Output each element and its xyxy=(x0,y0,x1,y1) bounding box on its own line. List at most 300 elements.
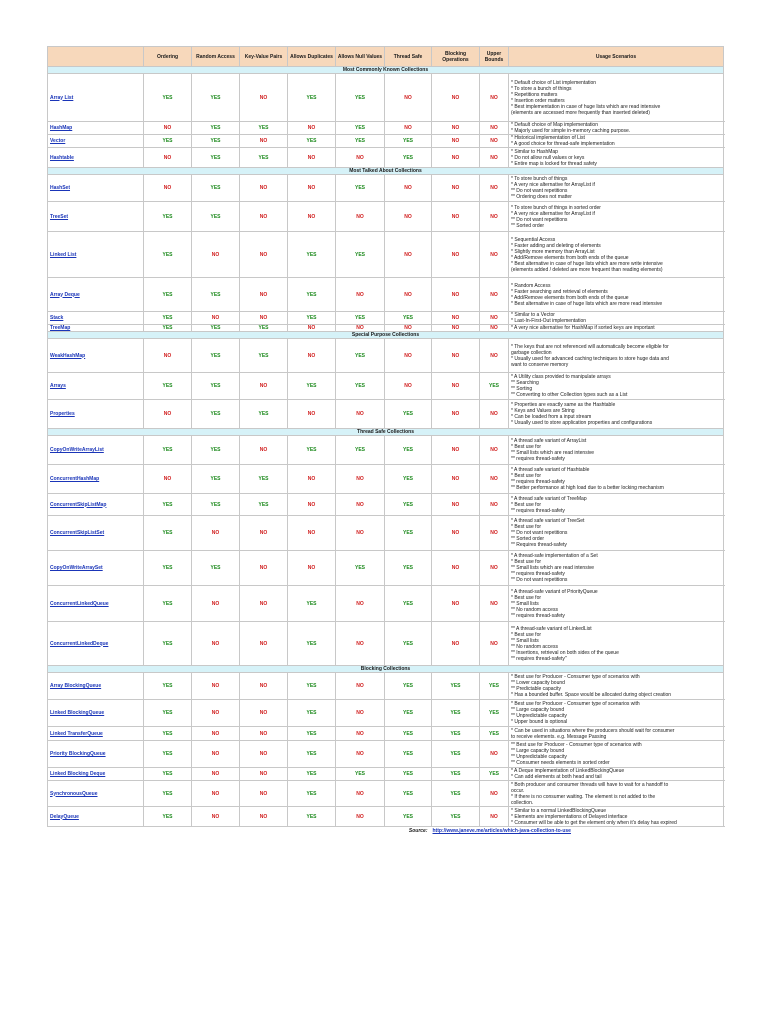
flag-cell: YES xyxy=(288,727,336,741)
flag-cell: NO xyxy=(192,622,240,666)
flag-cell: NO xyxy=(240,741,288,768)
flag-cell: NO xyxy=(432,232,480,278)
collection-name-link[interactable]: SynchronousQueue xyxy=(48,781,144,807)
flag-cell: NO xyxy=(480,175,509,202)
table-row xyxy=(48,436,724,465)
flag-cell: NO xyxy=(432,122,480,135)
flag-cell: NO xyxy=(288,148,336,168)
flag-cell: YES xyxy=(336,768,385,781)
table-row xyxy=(48,175,724,202)
table-row xyxy=(48,232,724,278)
flag-cell: YES xyxy=(144,781,192,807)
flag-cell: NO xyxy=(240,622,288,666)
flag-cell: NO xyxy=(240,727,288,741)
flag-cell: YES xyxy=(288,768,336,781)
flag-cell: NO xyxy=(432,148,480,168)
collection-name-link[interactable]: ConcurrentLinkedQueue xyxy=(48,586,144,622)
flag-cell: YES xyxy=(288,312,336,325)
header-upper-bounds: Upper Bounds xyxy=(480,47,509,67)
collection-name-link[interactable]: Arrays xyxy=(48,373,144,400)
flag-cell: NO xyxy=(336,516,385,551)
flag-cell: NO xyxy=(192,232,240,278)
usage-scenarios-cell: * The keys that are not referenced will automatically become eligible for garbage collection * Usually used for advanced caching techniques to store huge data and want to conserve memory xyxy=(509,339,724,373)
flag-cell: YES xyxy=(240,148,288,168)
flag-cell: YES xyxy=(288,373,336,400)
flag-cell: YES xyxy=(240,494,288,516)
source-label: Source: xyxy=(408,828,428,834)
flag-cell: NO xyxy=(480,122,509,135)
header-allows-duplicates: Allows Duplicates xyxy=(288,47,336,67)
flag-cell: YES xyxy=(240,122,288,135)
collection-name-link[interactable]: HashMap xyxy=(48,122,144,135)
flag-cell: NO xyxy=(192,807,240,827)
collection-name-link[interactable]: ConcurrentSkipListSet xyxy=(48,516,144,551)
table-row xyxy=(48,700,724,727)
flag-cell: NO xyxy=(432,74,480,122)
flag-cell: YES xyxy=(336,122,385,135)
flag-cell: NO xyxy=(240,673,288,700)
flag-cell: YES xyxy=(432,781,480,807)
flag-cell: NO xyxy=(480,465,509,494)
flag-cell: NO xyxy=(480,325,509,332)
flag-cell: YES xyxy=(288,673,336,700)
flag-cell: YES xyxy=(192,148,240,168)
collection-name-link[interactable]: Priority BlockingQueue xyxy=(48,741,144,768)
flag-cell: YES xyxy=(144,741,192,768)
flag-cell: NO xyxy=(385,74,432,122)
flag-cell: NO xyxy=(240,516,288,551)
table-row xyxy=(48,148,724,168)
flag-cell: YES xyxy=(144,135,192,148)
usage-scenarios-cell: ** Best use for Producer - Consumer type of scenarios with ** Large capacity bound ** Unpredictable capacity ** Consumer needs elements in sorted order xyxy=(509,741,724,768)
flag-cell: YES xyxy=(240,465,288,494)
flag-cell: NO xyxy=(480,807,509,827)
flag-cell: NO xyxy=(385,278,432,312)
flag-cell: YES xyxy=(480,673,509,700)
collection-name-link[interactable]: WeakHashMap xyxy=(48,339,144,373)
flag-cell: YES xyxy=(480,768,509,781)
table-row xyxy=(48,400,724,429)
flag-cell: NO xyxy=(480,494,509,516)
flag-cell: NO xyxy=(288,339,336,373)
flag-cell: YES xyxy=(336,339,385,373)
usage-scenarios-cell: * A thread-safe variant of PriorityQueue * Best use for ** Small lists ** No random access ** requires thread-safety xyxy=(509,586,724,622)
flag-cell: NO xyxy=(336,278,385,312)
table-row xyxy=(48,373,724,400)
flag-cell: NO xyxy=(144,400,192,429)
flag-cell: YES xyxy=(192,202,240,232)
flag-cell: NO xyxy=(288,516,336,551)
collection-name-link[interactable]: Linked BlockingQueue xyxy=(48,700,144,727)
flag-cell: YES xyxy=(144,516,192,551)
collection-name-link[interactable]: CopyOnWriteArrayList xyxy=(48,436,144,465)
usage-scenarios-cell: * Best use for Producer - Consumer type of scenarios with ** Lower capacity bound ** Predictable capacity * Has a bounded buffer. Space would be allocated during object creation xyxy=(509,673,724,700)
flag-cell: YES xyxy=(192,436,240,465)
flag-cell: NO xyxy=(385,339,432,373)
collection-name-link[interactable]: Vector xyxy=(48,135,144,148)
flag-cell: YES xyxy=(336,436,385,465)
flag-cell: NO xyxy=(240,135,288,148)
collection-name-link[interactable]: TreeSet xyxy=(48,202,144,232)
flag-cell: NO xyxy=(240,700,288,727)
flag-cell: NO xyxy=(385,325,432,332)
flag-cell: NO xyxy=(336,727,385,741)
table-row xyxy=(48,312,724,325)
flag-cell: NO xyxy=(336,465,385,494)
flag-cell: NO xyxy=(240,278,288,312)
flag-cell: YES xyxy=(385,727,432,741)
collection-name-link[interactable]: ConcurrentSkipListMap xyxy=(48,494,144,516)
flag-cell: NO xyxy=(432,373,480,400)
flag-cell: NO xyxy=(288,122,336,135)
flag-cell: YES xyxy=(144,436,192,465)
flag-cell: NO xyxy=(240,74,288,122)
usage-scenarios-cell: * A Deque implementation of LinkedBlockingQueue * Can add elements at both head and tail xyxy=(509,768,724,781)
section-title: Blocking Collections xyxy=(48,666,724,673)
flag-cell: YES xyxy=(480,373,509,400)
flag-cell: YES xyxy=(385,741,432,768)
header-random-access: Random Access xyxy=(192,47,240,67)
usage-scenarios-cell: * A very nice alternative for HashMap if sorted keys are important xyxy=(509,325,724,332)
flag-cell: NO xyxy=(480,339,509,373)
flag-cell: NO xyxy=(288,325,336,332)
collection-name-link[interactable]: Array List xyxy=(48,74,144,122)
flag-cell: NO xyxy=(144,148,192,168)
collections-sheet xyxy=(47,46,723,835)
header-allows-null: Allows Null Values xyxy=(336,47,385,67)
collection-name-link[interactable]: HashSet xyxy=(48,175,144,202)
flag-cell: NO xyxy=(240,436,288,465)
table-row xyxy=(48,781,724,807)
flag-cell: NO xyxy=(480,516,509,551)
flag-cell: YES xyxy=(144,312,192,325)
table-row xyxy=(48,586,724,622)
flag-cell: YES xyxy=(144,232,192,278)
flag-cell: NO xyxy=(432,175,480,202)
flag-cell: NO xyxy=(192,516,240,551)
flag-cell: YES xyxy=(385,436,432,465)
flag-cell: YES xyxy=(432,807,480,827)
table-row xyxy=(48,202,724,232)
flag-cell: YES xyxy=(192,122,240,135)
section-header-row xyxy=(48,332,724,339)
flag-cell: YES xyxy=(192,175,240,202)
flag-cell: NO xyxy=(240,232,288,278)
usage-scenarios-cell: * Similar to a Vector * Last-In-First-Out implementation xyxy=(509,312,724,325)
flag-cell: NO xyxy=(432,465,480,494)
collection-name-link[interactable]: ConcurrentLinkedDeque xyxy=(48,622,144,666)
flag-cell: YES xyxy=(288,135,336,148)
flag-cell: YES xyxy=(385,135,432,148)
collection-name-link[interactable]: TreeMap xyxy=(48,325,144,332)
flag-cell: NO xyxy=(480,781,509,807)
flag-cell: YES xyxy=(192,325,240,332)
flag-cell: YES xyxy=(192,373,240,400)
flag-cell: YES xyxy=(385,622,432,666)
usage-scenarios-cell: * A thread safe variant of TreeMap * Best use for ** requires thread-safety xyxy=(509,494,724,516)
flag-cell: NO xyxy=(240,768,288,781)
flag-cell: NO xyxy=(480,74,509,122)
table-row xyxy=(48,278,724,312)
flag-cell: YES xyxy=(144,768,192,781)
usage-scenarios-cell: * Both producer and consumer threads will have to wait for a handoff to occur. * If there is no consumer waiting. The element is not added to the collection. xyxy=(509,781,724,807)
flag-cell: YES xyxy=(385,673,432,700)
flag-cell: YES xyxy=(336,74,385,122)
collection-name-link[interactable]: CopyOnWriteArraySet xyxy=(48,551,144,586)
collection-name-link[interactable]: Stack xyxy=(48,312,144,325)
flag-cell: NO xyxy=(240,175,288,202)
usage-scenarios-cell: * Sequential Access * Faster adding and deleting of elements * Slightly more memory than ArrayList * Add/Remove elements from both ends of the queue * Best alternative in case of huge lists which are more write intensive (elements added / deleted are more frequent than reading elements) xyxy=(509,232,724,278)
flag-cell: NO xyxy=(288,202,336,232)
flag-cell: NO xyxy=(288,494,336,516)
flag-cell: NO xyxy=(240,312,288,325)
flag-cell: YES xyxy=(144,551,192,586)
collection-name-link[interactable]: Array Deque xyxy=(48,278,144,312)
flag-cell: YES xyxy=(144,325,192,332)
flag-cell: NO xyxy=(385,202,432,232)
flag-cell: NO xyxy=(480,278,509,312)
table-row xyxy=(48,807,724,827)
section-header-row xyxy=(48,429,724,436)
flag-cell: YES xyxy=(192,400,240,429)
usage-scenarios-cell: * Best use for Producer - Consumer type of scenarios with ** Large capacity bound ** Unpredictable capacity * Upper bound is optional xyxy=(509,700,724,727)
usage-scenarios-cell: * Similar to a normal LinkedBlockingQueue * Elements are implementations of Delayed interface * Consumer will be able to get the element only when it's delay has expired xyxy=(509,807,724,827)
table-row xyxy=(48,768,724,781)
header-thread-safe: Thread Safe xyxy=(385,47,432,67)
flag-cell: NO xyxy=(385,232,432,278)
flag-cell: YES xyxy=(385,781,432,807)
flag-cell: NO xyxy=(480,741,509,768)
flag-cell: YES xyxy=(385,807,432,827)
flag-cell: YES xyxy=(240,339,288,373)
flag-cell: YES xyxy=(288,278,336,312)
usage-scenarios-cell: * Properties are exactly same as the Hashtable * Keys and Values are String * Can be loaded from a input stream * Usually used to store application properties and configurations xyxy=(509,400,724,429)
flag-cell: YES xyxy=(144,494,192,516)
usage-scenarios-cell: * Can be used in situations where the producers should wait for consumer to receive elements. e.g. Message Passing xyxy=(509,727,724,741)
flag-cell: NO xyxy=(336,622,385,666)
flag-cell: YES xyxy=(192,494,240,516)
table-row xyxy=(48,741,724,768)
flag-cell: NO xyxy=(480,135,509,148)
flag-cell: NO xyxy=(432,339,480,373)
flag-cell: NO xyxy=(240,781,288,807)
header-ordering: Ordering xyxy=(144,47,192,67)
flag-cell: YES xyxy=(480,727,509,741)
table-row xyxy=(48,465,724,494)
header-usage-scenarios: Usage Scenarios xyxy=(509,47,724,67)
flag-cell: NO xyxy=(240,202,288,232)
flag-cell: NO xyxy=(336,494,385,516)
usage-scenarios-cell: * Random Access * Faster searching and retrieval of elements * Add/Remove elements from both ends of the queue * Best alternative in case of huge lists which are more read intensive xyxy=(509,278,724,312)
usage-scenarios-cell: * To store bunch of things in sorted order * A very nice alternative for ArrayList if ** Do not want repetitions ** Sorted order xyxy=(509,202,724,232)
flag-cell: NO xyxy=(240,551,288,586)
table-row xyxy=(48,339,724,373)
flag-cell: NO xyxy=(336,586,385,622)
flag-cell: NO xyxy=(432,436,480,465)
header-row xyxy=(48,47,724,67)
flag-cell: NO xyxy=(385,175,432,202)
collections-table xyxy=(47,46,724,835)
flag-cell: NO xyxy=(432,325,480,332)
flag-cell: YES xyxy=(336,373,385,400)
table-row xyxy=(48,516,724,551)
section-title: Thread Safe Collections xyxy=(48,429,724,436)
flag-cell: YES xyxy=(336,135,385,148)
flag-cell: NO xyxy=(480,551,509,586)
flag-cell: NO xyxy=(480,436,509,465)
usage-scenarios-cell: * Default choice of List implementation * To store a bunch of things * Repetitions matters * Insertion order matters * Best implementation in case of huge lists which are read intensive (elements are accessed more frequently than inserted deleted) xyxy=(509,74,724,122)
flag-cell: YES xyxy=(385,551,432,586)
flag-cell: YES xyxy=(336,312,385,325)
flag-cell: YES xyxy=(144,622,192,666)
flag-cell: NO xyxy=(336,700,385,727)
flag-cell: YES xyxy=(288,807,336,827)
flag-cell: YES xyxy=(385,516,432,551)
flag-cell: YES xyxy=(288,74,336,122)
flag-cell: NO xyxy=(480,202,509,232)
flag-cell: YES xyxy=(480,700,509,727)
usage-scenarios-cell: * A thread-safe implementation of a Set * Best use for ** Small lists which are read intensive ** requires thread-safety ** Do not want repetitions xyxy=(509,551,724,586)
usage-scenarios-cell: * A thread safe variant of Hashtable * Best use for ** requires thread-safety ** Better performance at high load due to a better locking mechanism xyxy=(509,465,724,494)
flag-cell: NO xyxy=(432,494,480,516)
usage-scenarios-cell: * A thread safe variant of TreeSet * Best use for ** Do not want repetitions ** Sorted order ** Requires thread-safety xyxy=(509,516,724,551)
usage-scenarios-cell: * Default choice of Map implementation * Majorly used for simple in-memory caching purpose. xyxy=(509,122,724,135)
flag-cell: NO xyxy=(288,465,336,494)
usage-scenarios-cell: * A Utility class provided to manipulate arrays ** Searching ** Sorting ** Converting to other Collection types such as a List xyxy=(509,373,724,400)
flag-cell: YES xyxy=(192,551,240,586)
flag-cell: YES xyxy=(336,551,385,586)
usage-scenarios-cell: * To store bunch of things * A very nice alternative for ArrayList if ** Do not want repetitions ** Ordering does not matter xyxy=(509,175,724,202)
flag-cell: NO xyxy=(336,807,385,827)
flag-cell: YES xyxy=(192,278,240,312)
collection-name-link[interactable]: ConcurrentHashMap xyxy=(48,465,144,494)
flag-cell: NO xyxy=(192,700,240,727)
collection-name-link[interactable]: Properties xyxy=(48,400,144,429)
section-title: Most Commonly Known Collections xyxy=(48,67,724,74)
flag-cell: NO xyxy=(480,622,509,666)
corner-cell xyxy=(48,47,144,67)
flag-cell: YES xyxy=(336,232,385,278)
flag-cell: NO xyxy=(288,175,336,202)
header-blocking-operations: Blocking Operations xyxy=(432,47,480,67)
table-row xyxy=(48,622,724,666)
table-row xyxy=(48,325,724,332)
collection-name-link[interactable]: DelayQueue xyxy=(48,807,144,827)
source-row xyxy=(48,827,724,836)
flag-cell: NO xyxy=(144,175,192,202)
flag-cell: YES xyxy=(385,465,432,494)
flag-cell: YES xyxy=(192,74,240,122)
flag-cell: NO xyxy=(480,312,509,325)
flag-cell: YES xyxy=(385,586,432,622)
flag-cell: NO xyxy=(192,768,240,781)
flag-cell: NO xyxy=(432,400,480,429)
table-row xyxy=(48,551,724,586)
flag-cell: YES xyxy=(144,727,192,741)
flag-cell: YES xyxy=(288,700,336,727)
flag-cell: NO xyxy=(432,312,480,325)
flag-cell: YES xyxy=(432,700,480,727)
flag-cell: NO xyxy=(336,781,385,807)
flag-cell: NO xyxy=(288,400,336,429)
flag-cell: NO xyxy=(144,339,192,373)
flag-cell: NO xyxy=(480,148,509,168)
flag-cell: YES xyxy=(432,741,480,768)
flag-cell: NO xyxy=(432,202,480,232)
flag-cell: NO xyxy=(432,551,480,586)
flag-cell: NO xyxy=(192,586,240,622)
section-header-row xyxy=(48,67,724,74)
flag-cell: YES xyxy=(288,436,336,465)
usage-scenarios-cell: * Historical implementation of List * A good choice for thread-safe implementation xyxy=(509,135,724,148)
table-body xyxy=(48,67,724,836)
flag-cell: YES xyxy=(385,148,432,168)
header-key-value-pairs: Key-Value Pairs xyxy=(240,47,288,67)
flag-cell: YES xyxy=(432,673,480,700)
flag-cell: YES xyxy=(240,400,288,429)
collection-name-link[interactable]: Linked TransferQueue xyxy=(48,727,144,741)
flag-cell: NO xyxy=(192,673,240,700)
flag-cell: YES xyxy=(144,586,192,622)
usage-scenarios-cell: ** A thread-safe variant of LinkedList * Best use for ** Small lists ** No random access ** Insertions, retrieval on both sides of the queue ** requires thread-safety" xyxy=(509,622,724,666)
flag-cell: YES xyxy=(385,312,432,325)
flag-cell: NO xyxy=(336,148,385,168)
usage-scenarios-cell: * Similar to HashMap * Do not allow null values or keys * Entire map is locked for thread safety xyxy=(509,148,724,168)
flag-cell: NO xyxy=(480,232,509,278)
flag-cell: NO xyxy=(192,781,240,807)
flag-cell: YES xyxy=(144,373,192,400)
flag-cell: NO xyxy=(240,586,288,622)
flag-cell: NO xyxy=(385,122,432,135)
flag-cell: NO xyxy=(192,312,240,325)
section-header-row xyxy=(48,666,724,673)
source-link[interactable]: http://www.janeve.me/articles/which-java-collection-to-use xyxy=(432,828,571,834)
flag-cell: NO xyxy=(432,278,480,312)
flag-cell: YES xyxy=(288,741,336,768)
flag-cell: YES xyxy=(144,807,192,827)
flag-cell: NO xyxy=(336,741,385,768)
flag-cell: YES xyxy=(288,622,336,666)
flag-cell: YES xyxy=(385,400,432,429)
section-header-row xyxy=(48,168,724,175)
flag-cell: YES xyxy=(385,700,432,727)
flag-cell: YES xyxy=(432,768,480,781)
flag-cell: NO xyxy=(336,673,385,700)
table-row xyxy=(48,673,724,700)
flag-cell: YES xyxy=(288,586,336,622)
flag-cell: NO xyxy=(480,400,509,429)
flag-cell: NO xyxy=(192,727,240,741)
section-title: Special Purpose Collections xyxy=(48,332,724,339)
flag-cell: NO xyxy=(432,586,480,622)
collection-name-link[interactable]: Linked Blocking Deque xyxy=(48,768,144,781)
flag-cell: NO xyxy=(144,465,192,494)
usage-scenarios-cell: * A thread safe variant of ArrayList * Best use for ** Small lists which are read intensive ** requires thread-safety xyxy=(509,436,724,465)
flag-cell: NO xyxy=(192,741,240,768)
flag-cell: YES xyxy=(144,74,192,122)
flag-cell: NO xyxy=(240,807,288,827)
table-row xyxy=(48,727,724,741)
flag-cell: YES xyxy=(432,727,480,741)
flag-cell: NO xyxy=(432,135,480,148)
collection-name-link[interactable]: Linked List xyxy=(48,232,144,278)
flag-cell: YES xyxy=(385,768,432,781)
collection-name-link[interactable]: Array BlockingQueue xyxy=(48,673,144,700)
collection-name-link[interactable]: Hashtable xyxy=(48,148,144,168)
flag-cell: NO xyxy=(240,373,288,400)
table-row xyxy=(48,494,724,516)
table-row xyxy=(48,135,724,148)
